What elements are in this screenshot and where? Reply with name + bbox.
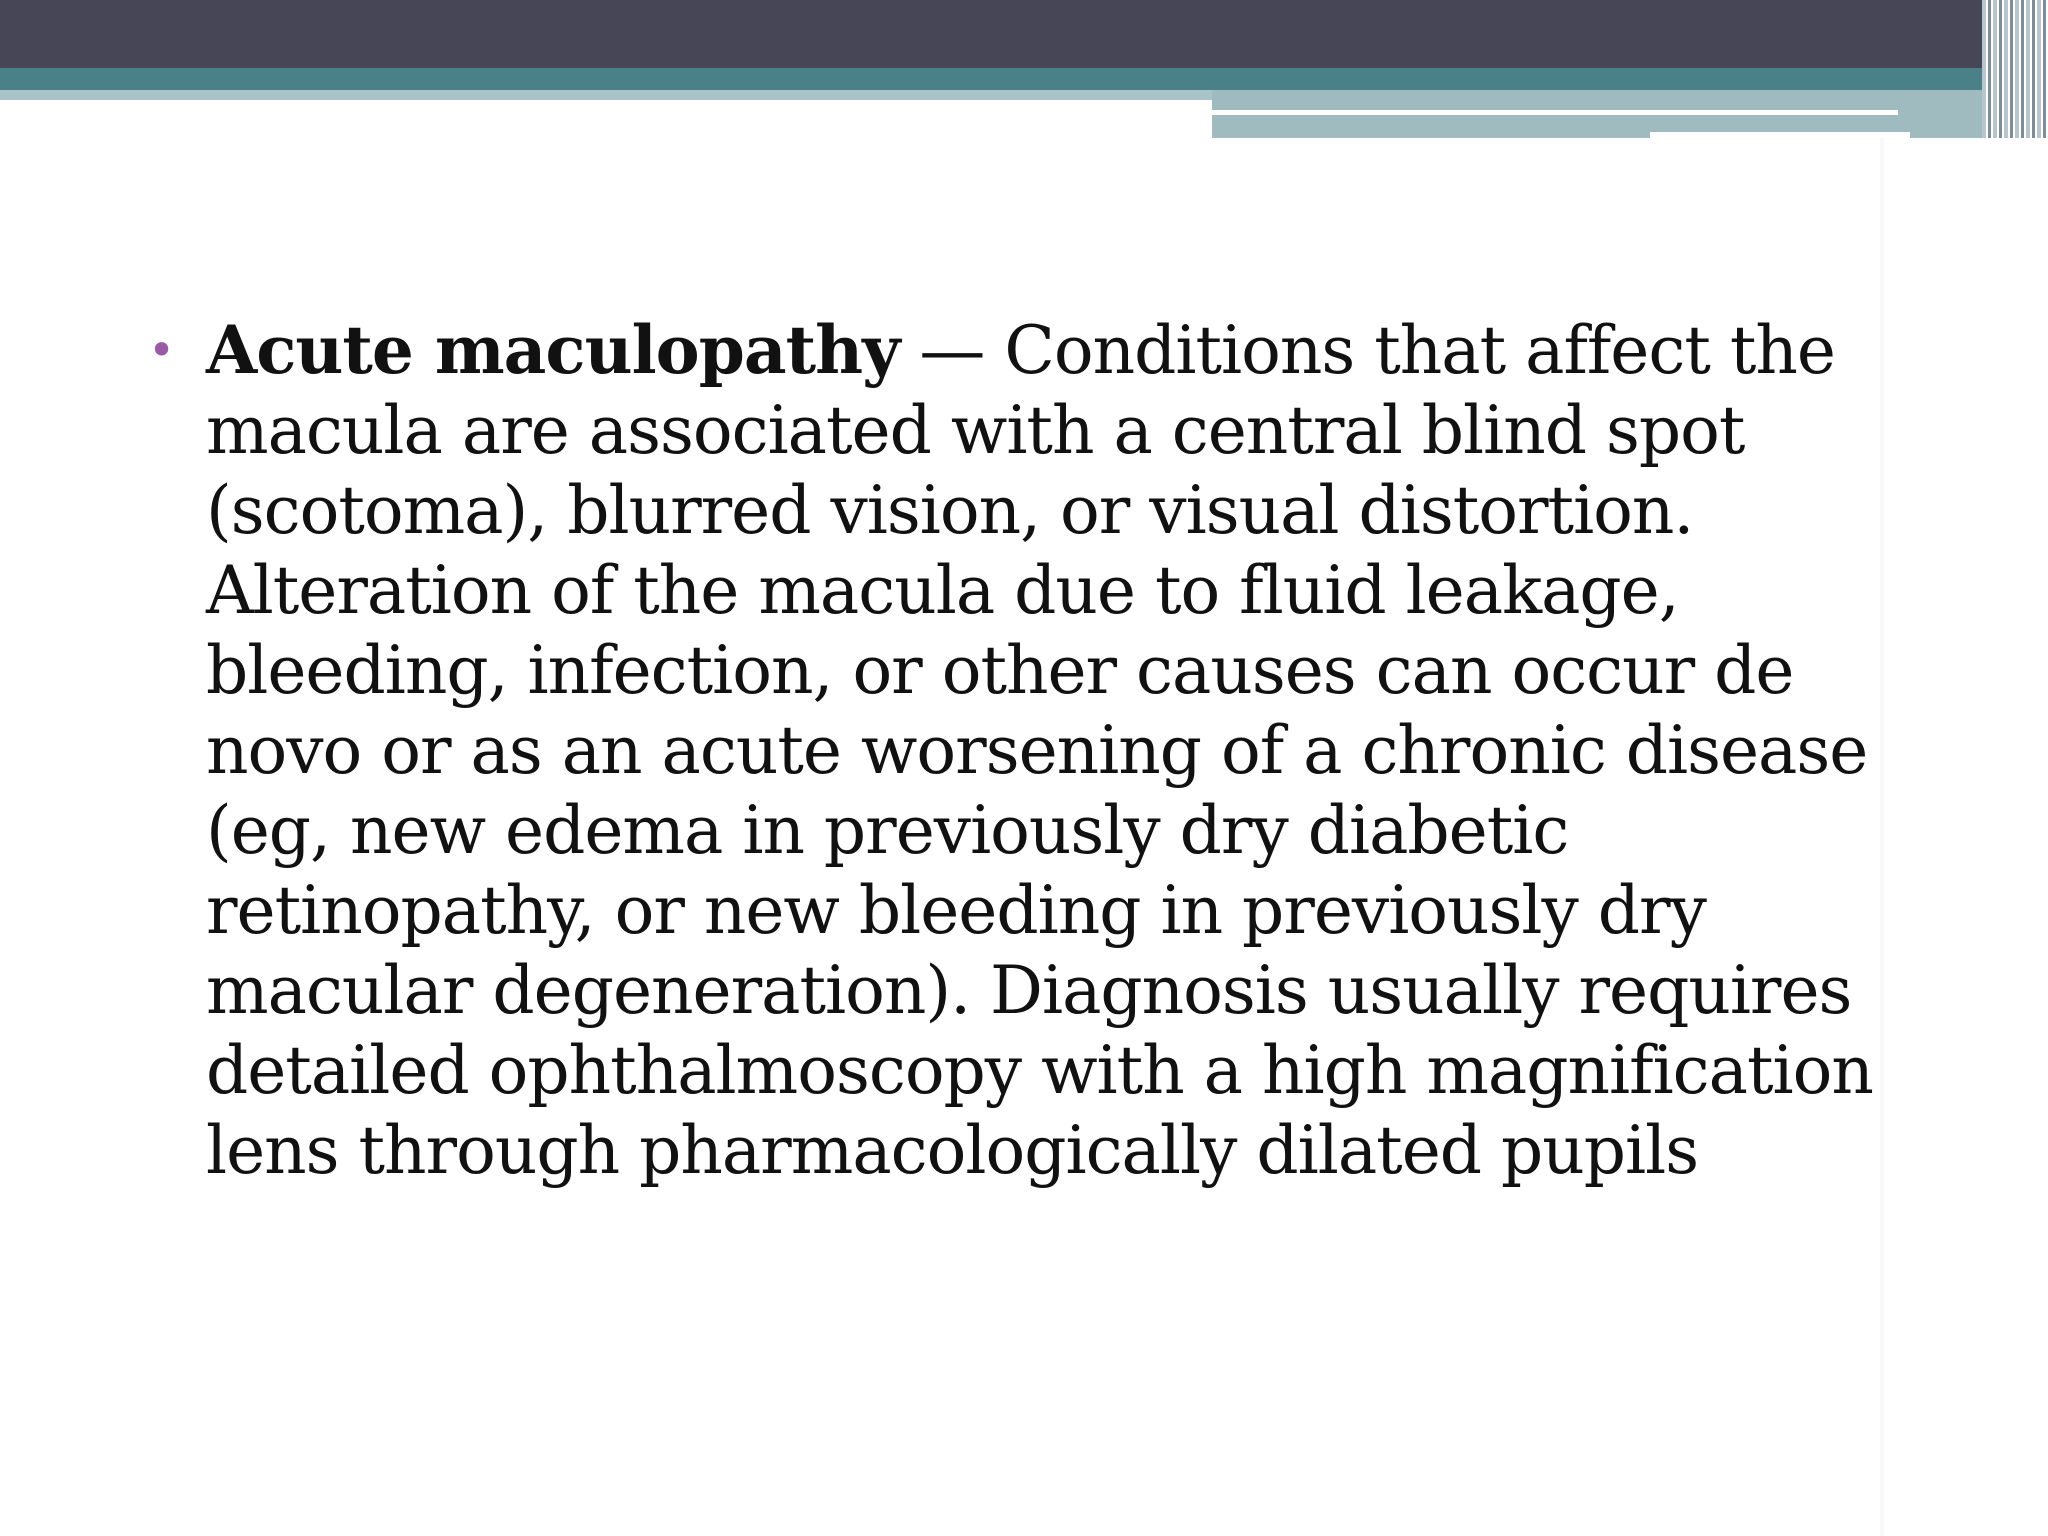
bullet-dot-icon: • <box>148 323 176 377</box>
bullet-line-2: (scotoma), blurred vision, or visual distortion. <box>206 472 1694 549</box>
bullet-line-9: detailed ophthalmoscopy with a high magnification <box>206 1032 1873 1109</box>
bullet-line-3: Alteration of the macula due to fluid leakage, <box>206 552 1679 629</box>
bullet-line-8: macular degeneration). Diagnosis usually requires <box>206 952 1852 1029</box>
bullet-line-10: lens through pharmacologically dilated pupils <box>206 1112 1699 1189</box>
header-banner-light <box>0 90 1212 100</box>
bullet-line-4: bleeding, infection, or other causes can occur de <box>206 632 1794 709</box>
bullet-line-1: macula are associated with a central blind spot <box>206 392 1745 469</box>
bullet-line-0: Conditions that affect the <box>1004 312 1835 389</box>
bullet-line-5: novo or as an acute worsening of a chronic disease <box>206 712 1868 789</box>
header-banner-dark <box>0 0 2048 68</box>
header-accent-line <box>1212 110 1898 115</box>
bullet-dash: — <box>899 312 1005 389</box>
bullet-term: Acute maculopathy <box>206 311 900 389</box>
bullet-line-7: retinopathy, or new bleeding in previously dry <box>206 872 1706 949</box>
header-stripes <box>1982 0 2048 138</box>
header-banner-teal <box>0 68 2048 90</box>
header-accent-line-short <box>1650 132 1910 138</box>
bullet-item <box>140 310 1900 1191</box>
bullet-line-6: (eg, new edema in previously dry diabetic <box>206 792 1569 869</box>
slide-content <box>140 310 1900 1191</box>
bullet-first-line <box>206 310 1900 391</box>
